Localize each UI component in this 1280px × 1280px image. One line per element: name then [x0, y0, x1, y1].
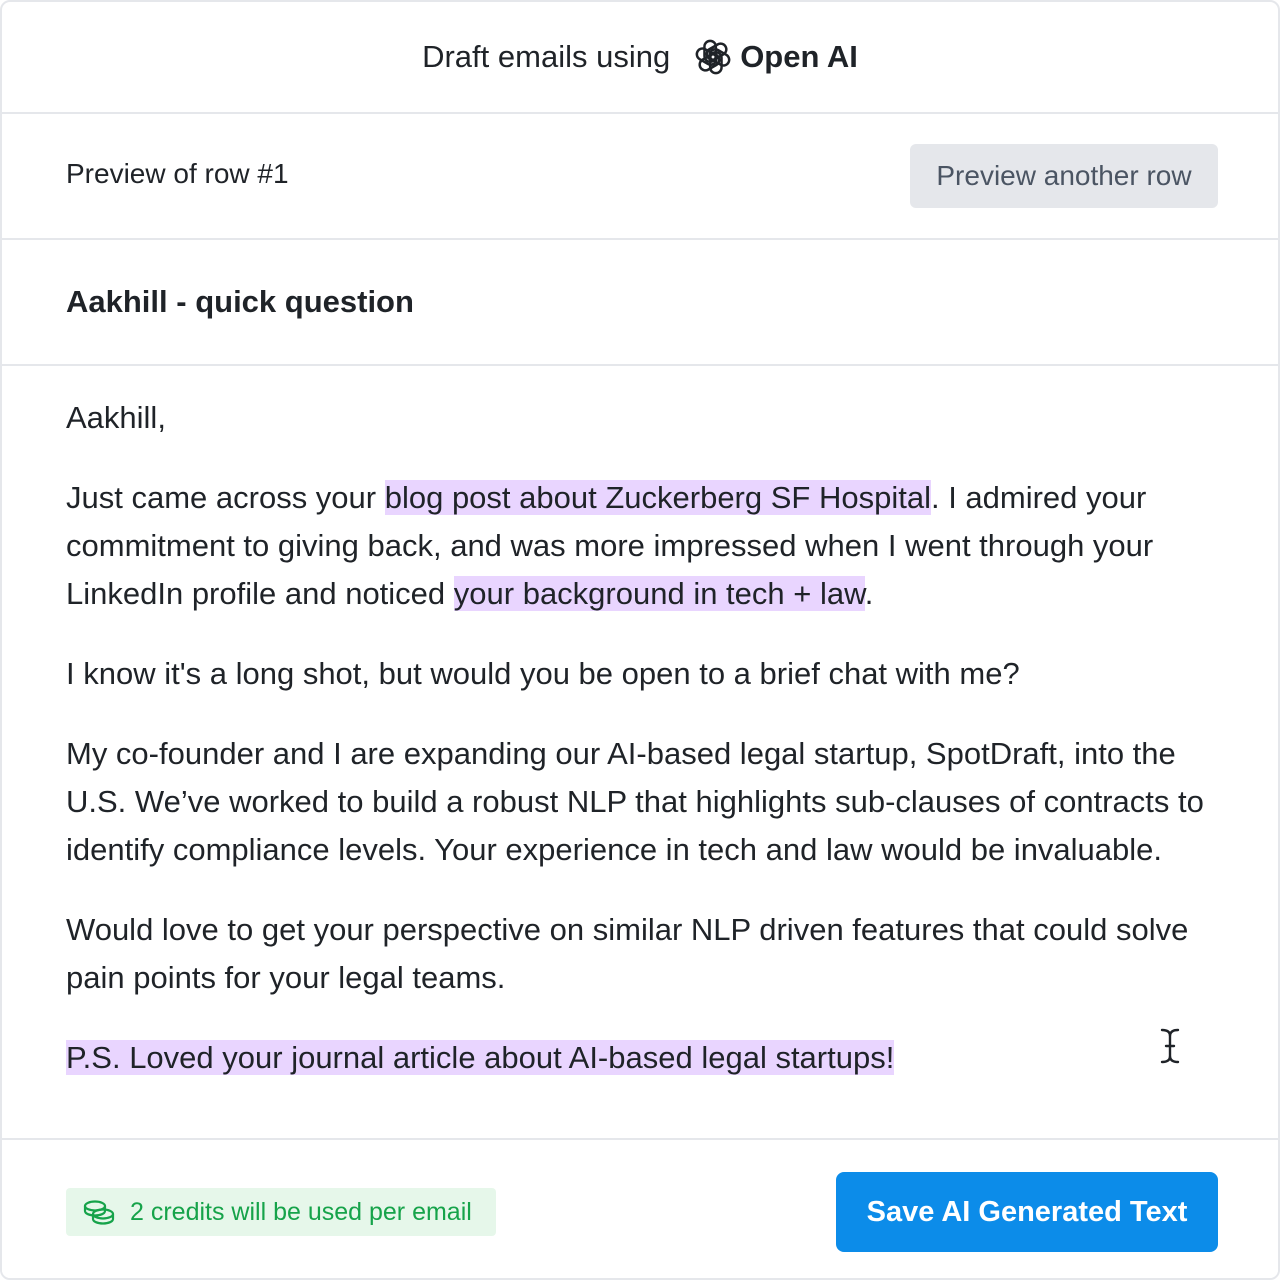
preview-label: Preview of row #1 [66, 158, 289, 189]
p1-text-a: Just came across your [66, 480, 385, 515]
email-body[interactable] [66, 394, 1226, 1114]
save-ai-generated-text-button[interactable]: Save AI Generated Text [836, 1172, 1218, 1252]
p1-text-c: . [864, 576, 874, 611]
header-lead-text: Draft emails using [422, 39, 671, 74]
p1-highlight-background: your background in tech + law [453, 576, 865, 611]
text-cursor-icon [1156, 1026, 1184, 1066]
email-ps [66, 1034, 1226, 1082]
coins-icon [82, 1199, 116, 1225]
email-greeting: Aakhill, [66, 400, 166, 435]
subject-row [2, 240, 1278, 366]
credits-badge [66, 1188, 496, 1236]
brand [694, 38, 858, 76]
ps-highlight: P.S. Loved your journal article about AI-based legal startups! [66, 1040, 895, 1075]
preview-another-row-button[interactable]: Preview another row [910, 144, 1218, 208]
email-paragraph-2: I know it's a long shot, but would you be open to a brief chat with me? [66, 656, 1020, 691]
email-paragraph-4: Would love to get your perspective on similar NLP driven features that could solve pain points for your legal teams. [66, 912, 1189, 995]
panel-header [2, 2, 1278, 114]
preview-row [2, 114, 1278, 240]
p1-text-b: . I admired your commitment to giving back, and was more impressed when I went through your LinkedIn profile and noticed [66, 480, 1154, 611]
openai-logo-icon [694, 38, 732, 76]
panel-footer [2, 1138, 1278, 1280]
credits-text: 2 credits will be used per email [130, 1197, 472, 1226]
email-subject: Aakhill - quick question [66, 284, 414, 319]
email-paragraph-1 [66, 474, 1226, 618]
brand-name: Open AI [740, 39, 858, 74]
email-paragraph-3: My co-founder and I are expanding our AI-based legal startup, SpotDraft, into the U.S. We’ve worked to build a robust NLP that highlights sub-clauses of contracts to identify compliance levels. Your experience in tech and law would be invaluable. [66, 736, 1204, 867]
p1-highlight-blog-post: blog post about Zuckerberg SF Hospital [384, 480, 931, 515]
